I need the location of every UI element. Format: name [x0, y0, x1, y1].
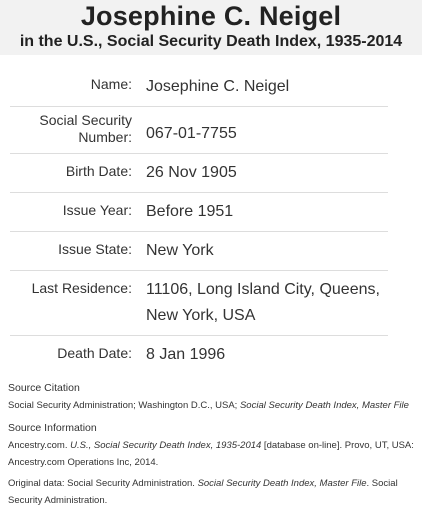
source-section: [8, 380, 416, 509]
record-row-death-date: [10, 336, 388, 375]
original-data-text: [8, 475, 416, 509]
name-label: Name:: [10, 68, 132, 107]
source-citation-italic: Social Security Death Index, Master File: [239, 400, 409, 411]
birth-date-label: Birth Date:: [10, 154, 132, 193]
record-row-ssn: [10, 107, 388, 154]
original-text-italic: Social Security Death Index, Master File: [197, 478, 367, 489]
page-header: [0, 0, 422, 55]
source-citation-plain: Social Security Administration; Washington D.C., USA;: [8, 400, 240, 411]
source-citation-text: [8, 397, 416, 414]
issue-state-value: New York: [132, 232, 388, 271]
record-row-last-residence: [10, 271, 388, 336]
issue-year-value: Before 1951: [132, 193, 388, 232]
death-date-label: Death Date:: [57, 345, 132, 361]
issue-year-label: Issue Year:: [10, 193, 132, 232]
record-details-table: [10, 68, 388, 374]
name-value: Josephine C. Neigel: [132, 68, 388, 107]
source-information-heading: Source Information: [8, 422, 97, 434]
source-info-text-2: [database on-line]. Provo, UT, USA: Ancestry.com Operations Inc, 2014.: [8, 440, 414, 468]
page-title: Josephine C. Neigel: [80, 1, 342, 31]
ssn-label: Social Security Number:: [10, 107, 132, 154]
original-text-2: . Social Security Administration.: [8, 478, 398, 506]
page-subtitle: in the U.S., Social Security Death Index, 1935-2014: [19, 33, 403, 50]
source-info-italic: U.S., Social Security Death Index, 1935-2014: [70, 440, 262, 451]
death-date-value: 8 Jan 1996: [146, 346, 226, 363]
source-info-text-1: Ancestry.com.: [8, 440, 71, 451]
ssn-value: 067-01-7755: [132, 107, 388, 154]
record-row-birth-date: [10, 154, 388, 193]
record-row-name: [10, 68, 388, 107]
source-citation-heading: Source Citation: [8, 382, 80, 394]
record-row-issue-state: [10, 232, 388, 271]
record-row-issue-year: [10, 193, 388, 232]
original-text-1: Original data: Social Security Administration.: [8, 478, 198, 489]
birth-date-value: 26 Nov 1905: [132, 154, 388, 193]
last-residence-label: Last Residence:: [10, 271, 132, 336]
last-residence-value: 11106, Long Island City, Queens, New York, USA: [132, 271, 388, 336]
issue-state-label: Issue State:: [10, 232, 132, 271]
